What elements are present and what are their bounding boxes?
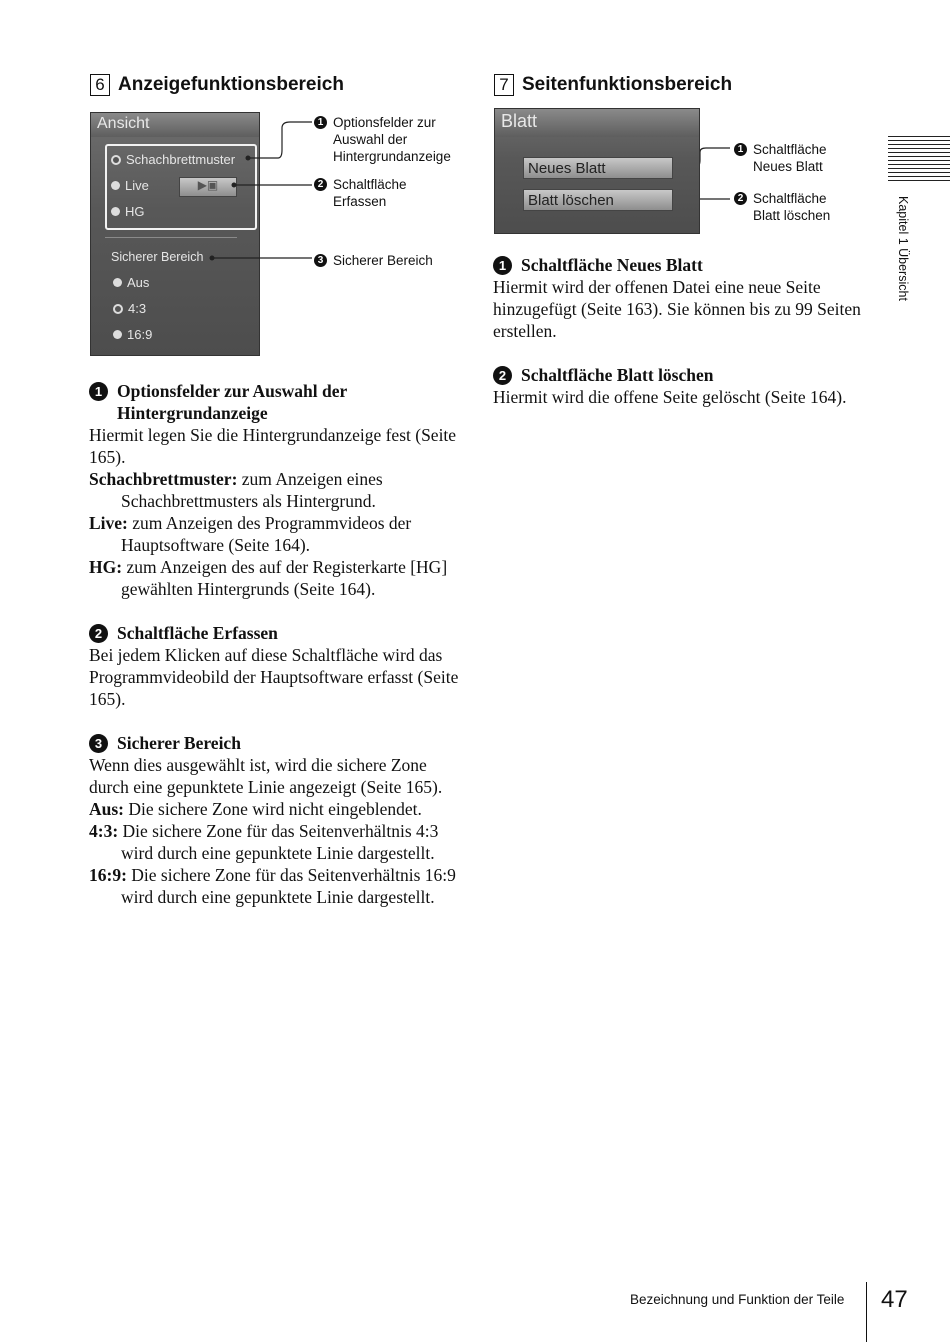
def-term: Schachbrettmuster: <box>89 469 238 489</box>
side-tab-lines <box>888 136 950 184</box>
delete-sheet-button[interactable]: Blatt löschen <box>523 189 673 211</box>
callout-text: Schaltfläche Neues Blatt <box>753 142 827 174</box>
footer-divider <box>866 1282 867 1342</box>
item-heading <box>89 622 465 644</box>
item-heading <box>89 380 465 424</box>
callout-3 <box>314 252 464 269</box>
def-text: zum Anzeigen des auf der Registerkarte [HG] gewählten Hintergrunds (Seite 164). <box>121 557 448 599</box>
item-body: Hiermit legen Sie die Hintergrundanzeige fest (Seite 165). <box>89 425 457 467</box>
callout-number: 2 <box>734 192 747 205</box>
definition <box>89 820 465 864</box>
callout-text: Schaltfläche Erfassen <box>333 177 407 209</box>
item-title: Schaltfläche Blatt löschen <box>521 365 714 385</box>
callout-text: Optionsfelder zur Auswahl der Hintergrundanzeige <box>333 115 451 164</box>
callout-number: 1 <box>314 116 327 129</box>
callout-text: Schaltfläche Blatt löschen <box>753 191 831 223</box>
radio-label: 16:9 <box>127 327 153 342</box>
panel-title: Ansicht <box>91 113 259 137</box>
item-body: Wenn dies ausgewählt ist, wird die sichere Zone durch eine gepunktete Linie angezeigt (Seite 165). <box>89 755 443 797</box>
section-title: Seitenfunktionsbereich <box>522 74 733 95</box>
item-body: Bei jedem Klicken auf diese Schaltfläche wird das Programmvideobild der Hauptsoftware erfasst (Seite 165). <box>89 645 459 709</box>
radio-label: Schachbrettmuster <box>126 152 236 167</box>
section-number: 6 <box>90 74 110 96</box>
definition <box>89 864 465 908</box>
footer-title: Bezeichnung und Funktion der Teile <box>630 1292 845 1307</box>
def-term: Live: <box>89 513 128 533</box>
page-number: 47 <box>881 1286 908 1313</box>
def-term: 16:9: <box>89 865 127 885</box>
item-number: 3 <box>89 734 108 753</box>
definition <box>89 798 465 820</box>
item-heading <box>493 364 865 386</box>
item-heading <box>493 254 865 276</box>
def-text: zum Anzeigen des Programmvideos der Hauptsoftware (Seite 164). <box>121 513 412 555</box>
item-title: Schaltfläche Erfassen <box>117 623 278 643</box>
callout-2 <box>314 176 434 210</box>
item-title: Schaltfläche Neues Blatt <box>521 255 703 275</box>
def-text: Die sichere Zone für das Seitenverhältnis 4:3 wird durch eine gepunktete Linie dargestellt. <box>118 821 439 863</box>
callout-r2 <box>734 190 854 224</box>
definition <box>89 512 465 556</box>
capture-icon: ▶▣ <box>197 178 219 192</box>
right-body <box>493 254 865 408</box>
callout-1 <box>314 114 464 165</box>
safe-area-label: Sicherer Bereich <box>111 250 204 264</box>
definition <box>89 556 465 600</box>
callout-text: Sicherer Bereich <box>333 253 433 268</box>
def-term: 4:3: <box>89 821 119 841</box>
side-tab-label: Kapitel 1 Übersicht <box>896 196 910 301</box>
item-title: Optionsfelder zur Auswahl der Hintergrundanzeige <box>117 381 347 423</box>
callout-number: 3 <box>314 254 327 267</box>
radio-label: HG <box>125 204 145 219</box>
item-number: 1 <box>89 382 108 401</box>
item-heading <box>89 732 465 754</box>
new-sheet-button[interactable]: Neues Blatt <box>523 157 673 179</box>
def-text: Die sichere Zone für das Seitenverhältnis 16:9 wird durch eine gepunktete Linie dargestellt. <box>121 865 456 907</box>
blatt-panel <box>494 108 700 234</box>
item-body: Hiermit wird der offenen Datei eine neue Seite hinzugefügt (Seite 163). Sie können bis zu 99 Seiten erstellen. <box>493 277 861 341</box>
radio-label: Aus <box>127 275 150 290</box>
section-heading-7 <box>494 74 732 96</box>
def-term: HG: <box>89 557 123 577</box>
radio-label: Live <box>125 178 149 193</box>
item-number: 1 <box>493 256 512 275</box>
item-title: Sicherer Bereich <box>117 733 241 753</box>
def-text: Die sichere Zone wird nicht eingeblendet. <box>124 799 422 819</box>
item-number: 2 <box>493 366 512 385</box>
left-body <box>89 380 465 908</box>
item-body: Hiermit wird die offene Seite gelöscht (Seite 164). <box>493 387 847 407</box>
item-number: 2 <box>89 624 108 643</box>
def-text: zum Anzeigen eines Schachbrettmusters als Hintergrund. <box>121 469 383 511</box>
section-title: Anzeigefunktionsbereich <box>118 74 344 95</box>
radio-label: 4:3 <box>128 301 147 316</box>
callout-number: 2 <box>314 178 327 191</box>
callout-r1 <box>734 141 854 175</box>
definition <box>89 468 465 512</box>
panel-title: Blatt <box>495 109 699 137</box>
section-number: 7 <box>494 74 514 96</box>
callout-number: 1 <box>734 143 747 156</box>
def-term: Aus: <box>89 799 125 819</box>
